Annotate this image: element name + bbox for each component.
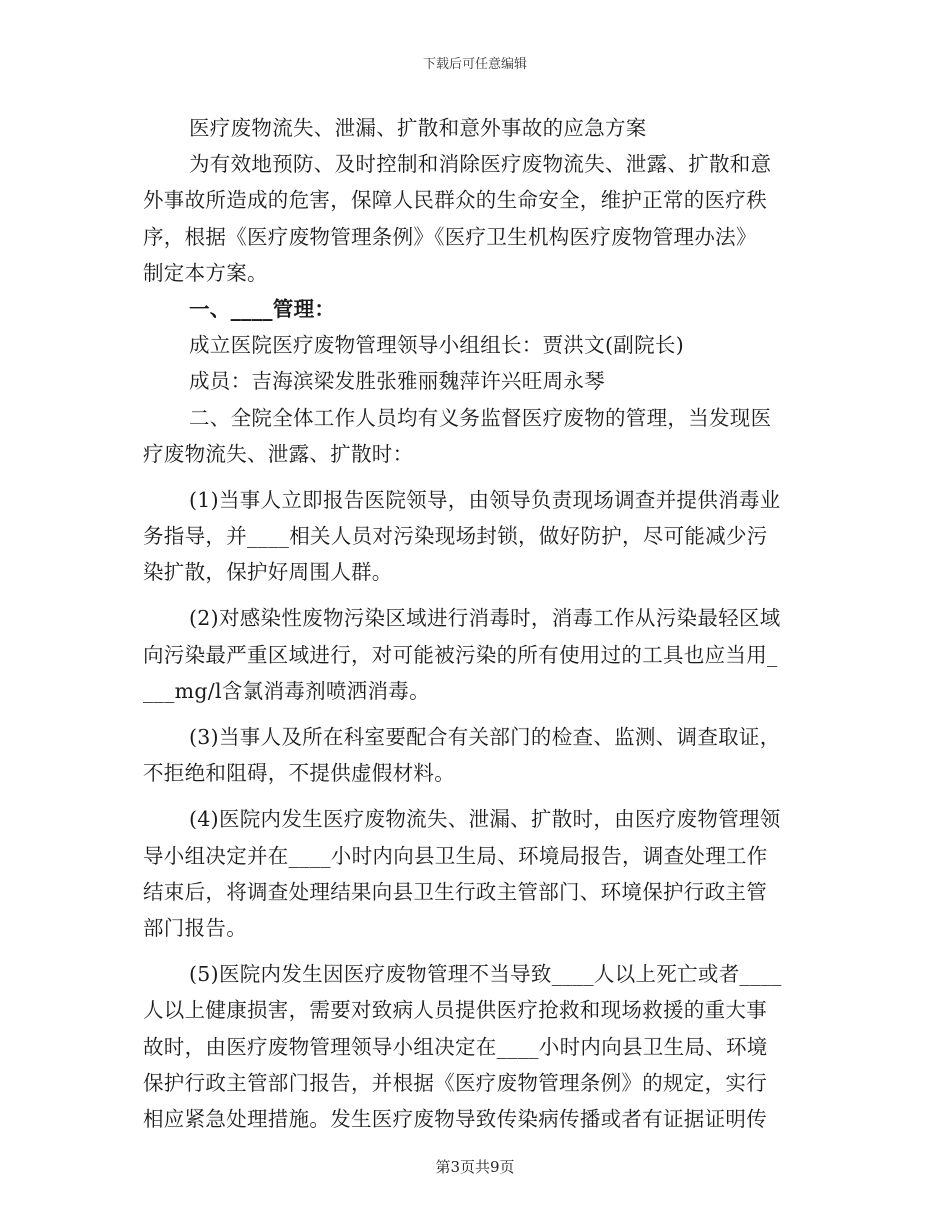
paragraph-line: 人以上健康损害，需要对致病人员提供医疗抢救和现场救援的重大事	[143, 998, 767, 1023]
paragraph-line: 成员：吉海滨梁发胜张雅丽魏萍许兴旺周永琴	[189, 369, 605, 394]
list-item-line: (5)医院内发生因医疗废物管理不当导致____人以上死亡或者____	[189, 962, 782, 987]
paragraph-line: 序，根据《医疗废物管理条例》《医疗卫生机构医疗废物管理办法》	[143, 224, 757, 249]
paragraph-line: 为有效地预防、及时控制和消除医疗废物流失、泄露、扩散和意	[189, 152, 772, 177]
page-number: 第3页共9页	[435, 1158, 515, 1176]
paragraph-line: 部门报告。	[143, 915, 247, 940]
list-item-line: (3)当事人及所在科室要配合有关部门的检查、监测、调查取证，	[189, 725, 781, 749]
paragraph-line: 成立医院医疗废物管理领导小组组长：贾洪文(副院长)	[189, 333, 684, 358]
paragraph-line: 制定本方案。	[143, 260, 268, 285]
paragraph-line: 相应紧急处理措施。发生医疗废物导致传染病传播或者有证据证明传	[143, 1106, 767, 1131]
paragraph-line: 导小组决定并在____小时内向县卫生局、环境局报告，调查处理工作	[143, 843, 768, 868]
paragraph-line: 染扩散，保护好周围人群。	[143, 560, 393, 585]
paragraph-line: 不拒绝和阻碍，不提供虚假材料。	[143, 761, 455, 786]
document-title: 医疗废物流失、泄漏、扩散和意外事故的应急方案	[189, 116, 647, 140]
paragraph-line: 结束后，将调查处理结果向县卫生行政主管部门、环境保护行政主管	[143, 879, 767, 904]
paragraph-line: ___mg/l含氯消毒剂喷洒消毒。	[143, 678, 430, 703]
paragraph-line: 外事故所造成的危害，保障人民群众的生命安全，维护正常的医疗秩	[143, 188, 767, 213]
list-item-line: (1)当事人立即报告医院领导，由领导负责现场调查并提供消毒业	[189, 487, 781, 512]
list-item-line: (2)对感染性废物污染区域进行消毒时，消毒工作从污染最轻区域	[189, 606, 781, 631]
page-header-note: 下载后可任意编辑	[422, 57, 527, 72]
list-item-line: (4)医院内发生医疗废物流失、泄漏、扩散时，由医疗废物管理领	[189, 807, 781, 832]
section-heading: 一、____管理：	[189, 296, 336, 321]
paragraph-line: 故时，由医疗废物管理领导小组决定在____小时内向县卫生局、环境	[143, 1034, 768, 1059]
paragraph-line: 向污染最严重区域进行，对可能被污染的所有使用过的工具也应当用_	[143, 642, 778, 667]
paragraph-line: 务指导，并____相关人员对污染现场封锁，做好防护，尽可能减少污	[143, 524, 768, 549]
paragraph-line: 保护行政主管部门报告，并根据《医疗废物管理条例》的规定，实行	[143, 1070, 767, 1095]
document-body	[143, 110, 803, 1137]
paragraph-line: 疗废物流失、泄露、扩散时：	[143, 441, 414, 466]
paragraph-line: 二、全院全体工作人员均有义务监督医疗废物的管理，当发现医	[189, 405, 772, 430]
